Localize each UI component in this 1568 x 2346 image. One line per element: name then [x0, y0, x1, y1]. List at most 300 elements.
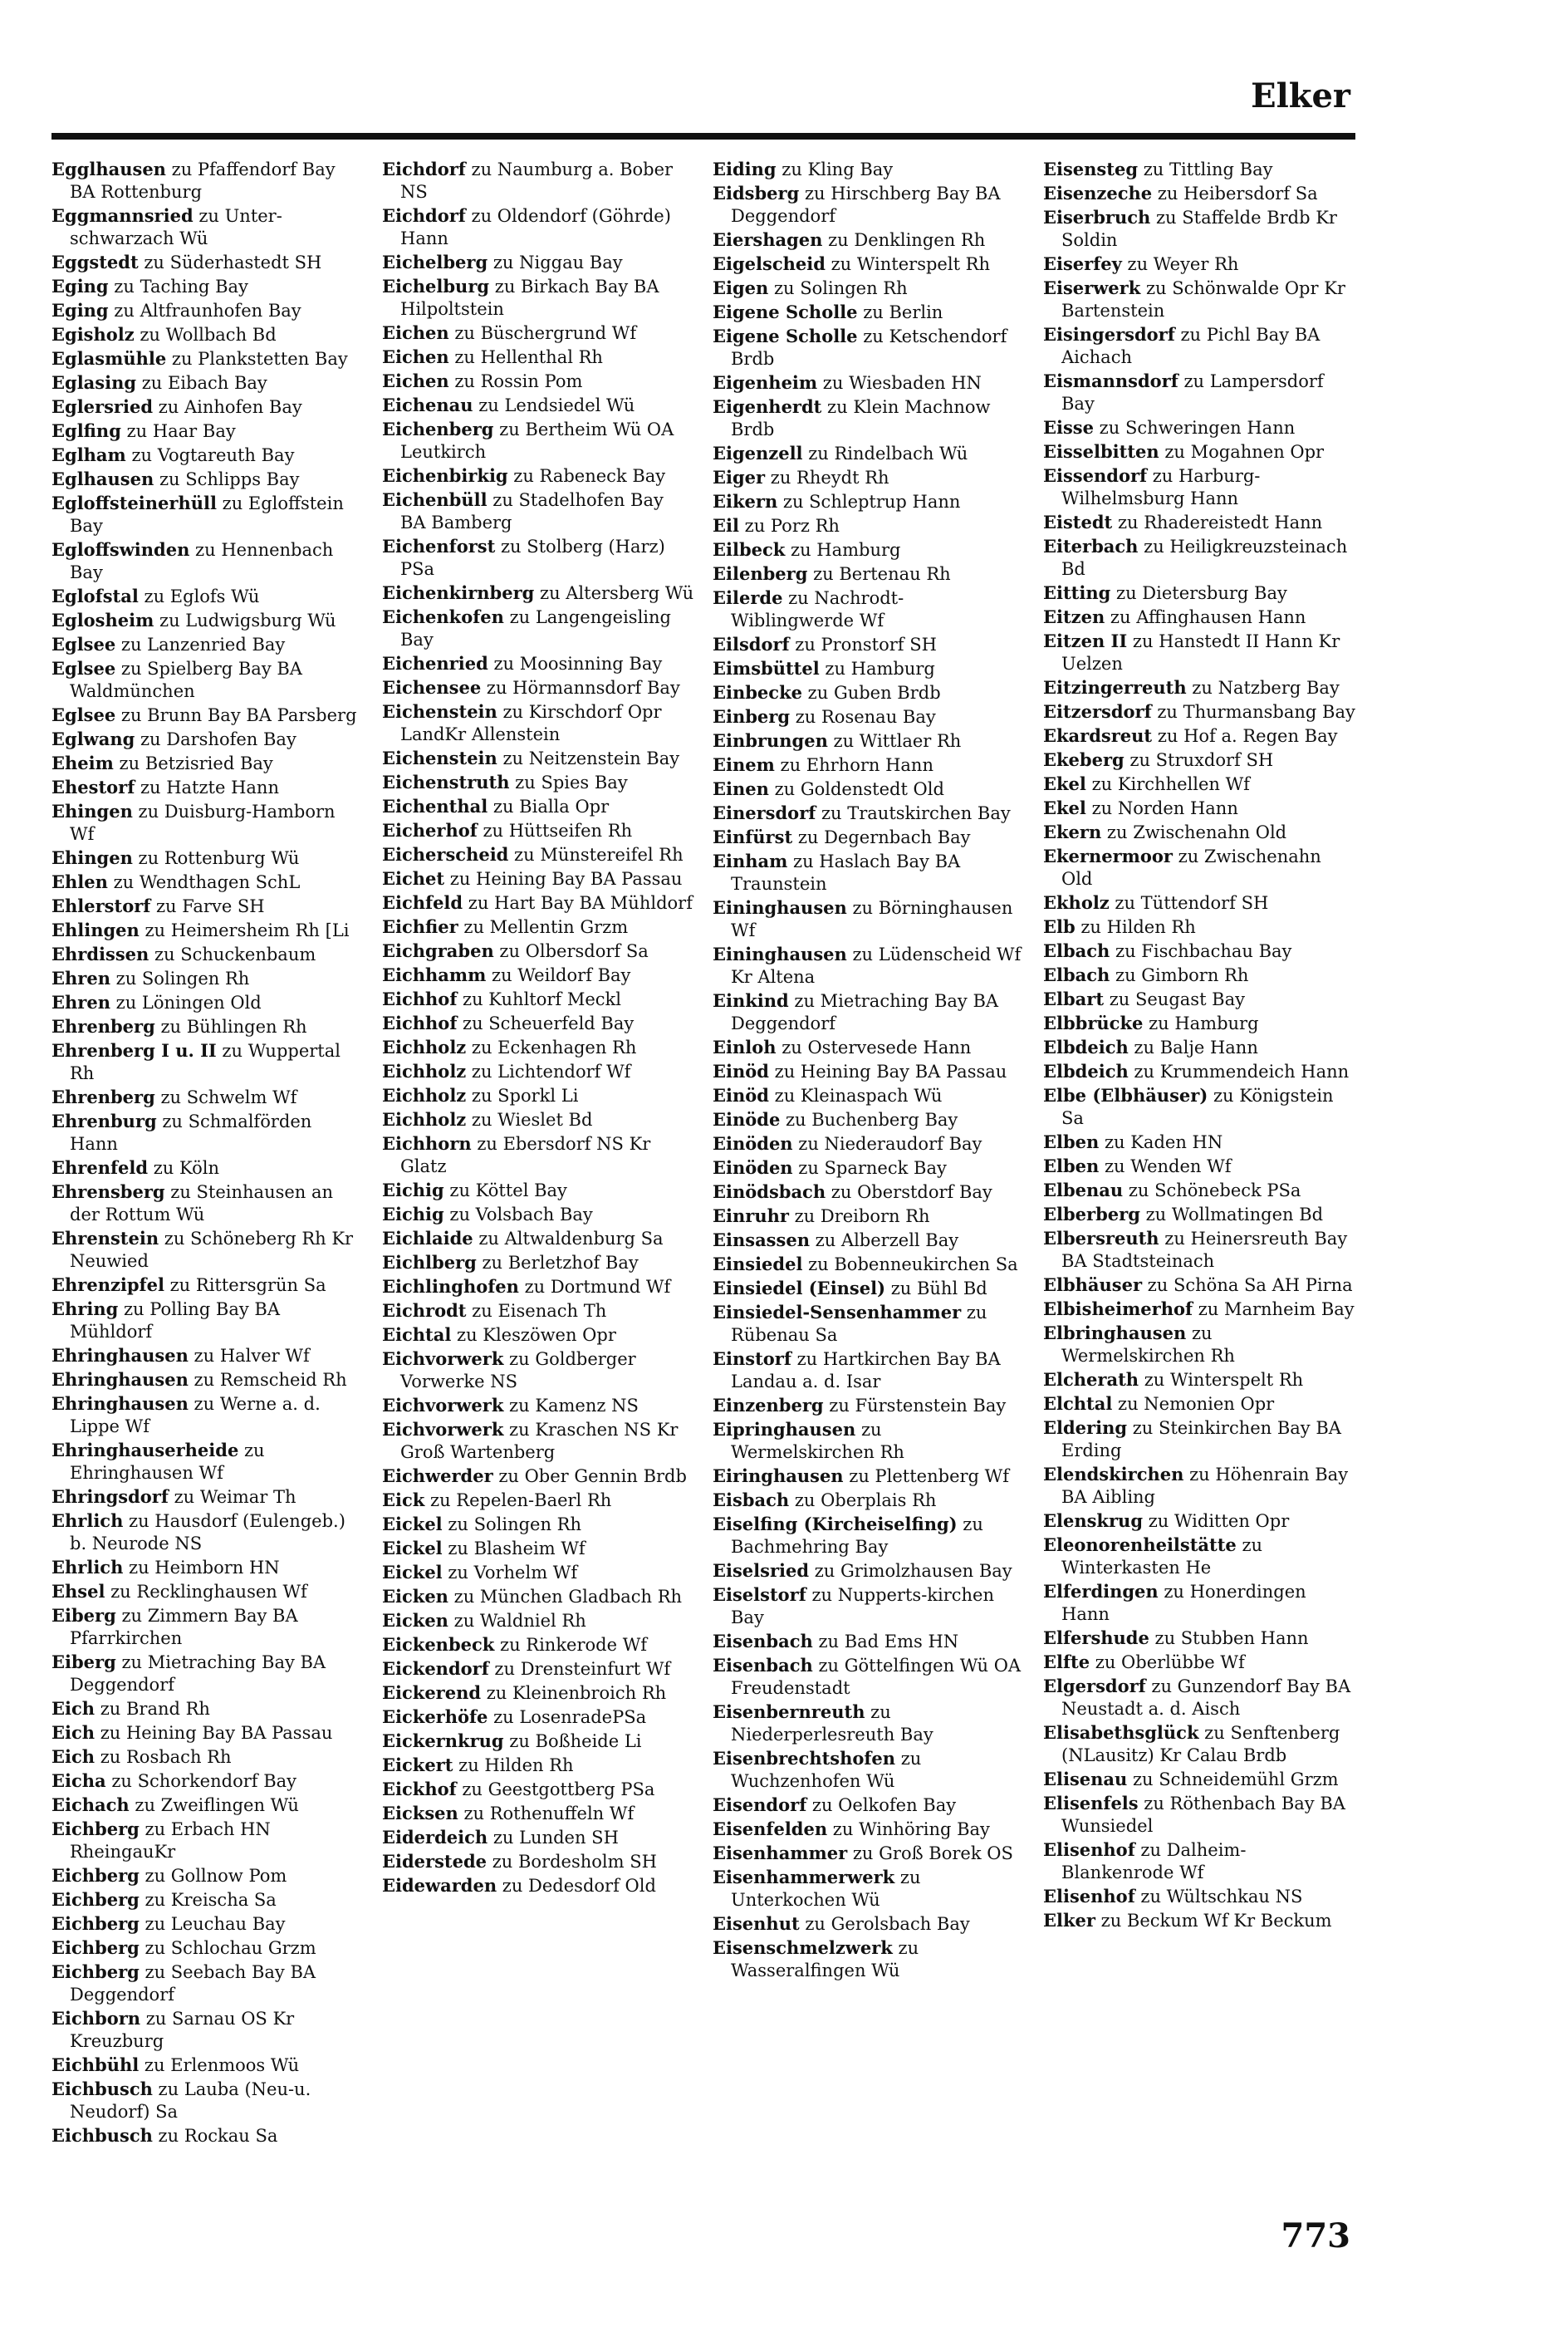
entry-location: zu Wollmatingen Bd [1139, 1205, 1324, 1225]
gazetteer-entry [382, 1299, 694, 1323]
entry-location: zu Haslach Bay BA Traunstein [731, 852, 961, 894]
entry-headword: Eigen [713, 277, 769, 298]
entry-headword: Eglofstal [51, 586, 139, 606]
entry-location: zu Seugast Bay [1104, 989, 1245, 1009]
gazetteer-entry [51, 371, 364, 395]
gazetteer-entry [713, 681, 1025, 704]
gazetteer-entry [1043, 370, 1355, 415]
gazetteer-entry [1043, 1298, 1355, 1321]
gazetteer-entry [51, 1604, 364, 1650]
gazetteer-entry [51, 299, 364, 322]
gazetteer-entry [1043, 1721, 1355, 1767]
entry-location: zu Fischbachau Bay [1110, 941, 1292, 961]
gazetteer-entry [51, 538, 364, 584]
entry-location: zu Köttel Bay [443, 1180, 567, 1200]
gazetteer-entry [51, 1156, 364, 1180]
gazetteer-entry [382, 464, 694, 488]
entry-headword: Eicksen [382, 1803, 458, 1823]
entry-headword: Einbecke [713, 682, 802, 703]
entry-location: zu Krummendeich Hann [1128, 1062, 1350, 1082]
entry-headword: Eickernkrug [382, 1730, 504, 1751]
gazetteer-entry [713, 1229, 1025, 1252]
entry-location: zu Wieslet Bd [466, 1110, 593, 1130]
gazetteer-entry [51, 895, 364, 918]
gazetteer-entry [713, 1630, 1025, 1653]
entry-columns [51, 158, 1355, 2177]
gazetteer-entry [1043, 1416, 1355, 1462]
gazetteer-entry [713, 277, 1025, 300]
entry-headword: Eichrodt [382, 1300, 467, 1321]
entry-location: zu Heimborn HN [123, 1558, 280, 1578]
gazetteer-entry [382, 1513, 694, 1536]
entry-location: zu Eglofs Wü [138, 586, 260, 606]
gazetteer-entry [713, 301, 1025, 324]
gazetteer-entry [382, 535, 694, 581]
gazetteer-entry [713, 1108, 1025, 1131]
entry-location: zu Wiesbaden HN [817, 373, 982, 393]
gazetteer-entry [382, 488, 694, 534]
entry-location: zu Boßheide Li [503, 1731, 642, 1751]
gazetteer-entry [1043, 988, 1355, 1011]
gazetteer-entry [1043, 630, 1355, 675]
entry-location: zu Bertenau Rh [807, 564, 951, 584]
entry-headword: Eichenthal [382, 796, 488, 817]
gazetteer-entry [51, 967, 364, 990]
gazetteer-entry [51, 1697, 364, 1720]
entry-headword: Elisenhof [1043, 1886, 1135, 1907]
gazetteer-entry [51, 1888, 364, 1912]
entry-location: zu Betzisried Bay [113, 753, 273, 773]
gazetteer-entry [713, 896, 1025, 942]
entry-location: zu Hirschberg Bay BA Deggendorf [731, 184, 1001, 226]
gazetteer-entry [713, 729, 1025, 753]
entry-location: zu Ehringhausen Wf [70, 1440, 265, 1483]
entry-headword: Elbdeich [1043, 1037, 1129, 1058]
entry-headword: Eichgraben [382, 940, 494, 961]
gazetteer-entry [51, 204, 364, 250]
entry-headword: Eitzen [1043, 606, 1105, 627]
entry-location: zu Mietraching Bay BA Deggendorf [70, 1652, 326, 1695]
entry-location: zu Plettenberg Wf [843, 1466, 1010, 1486]
entry-headword: Ekern [1043, 822, 1102, 842]
gazetteer-entry [382, 1323, 694, 1347]
gazetteer-entry [713, 1559, 1025, 1583]
gazetteer-entry [382, 1132, 694, 1178]
gazetteer-entry [51, 1485, 364, 1509]
entry-location: zu Affinghausen Hann [1105, 607, 1306, 627]
entry-headword: Ehrenzipfel [51, 1274, 164, 1295]
entry-location: zu Schorkendorf Bay [105, 1771, 297, 1791]
gazetteer-entry [51, 1344, 364, 1367]
entry-headword: Ehrenstein [51, 1228, 159, 1249]
entry-location: zu Börninghausen Wf [731, 898, 1013, 940]
entry-location: zu Winhöring Bay [827, 1819, 990, 1839]
entry-location: zu Wermelskirchen Rh [1061, 1323, 1235, 1366]
gazetteer-entry [382, 795, 694, 818]
gazetteer-entry [51, 871, 364, 894]
gazetteer-entry [382, 275, 694, 321]
entry-location: zu Schönwalde Opr Kr Bartenstein [1061, 278, 1345, 321]
entry-location: zu Kamenz NS [503, 1396, 639, 1416]
gazetteer-entry [713, 1465, 1025, 1488]
entry-headword: Eisenhammer [713, 1843, 848, 1863]
entry-location: zu Rhadereistedt Hann [1112, 513, 1323, 533]
entry-location: zu Hart Bay BA Mühldorf [463, 893, 693, 913]
entry-headword: Eichelberg [382, 252, 488, 272]
entry-headword: Eichberg [51, 1937, 140, 1958]
gazetteer-entry [51, 1227, 364, 1273]
entry-location: zu Zwischenahn Old [1061, 847, 1321, 889]
gazetteer-entry [713, 253, 1025, 276]
gazetteer-entry [382, 1585, 694, 1608]
gazetteer-entry [51, 1086, 364, 1109]
gazetteer-entry [713, 753, 1025, 777]
entry-location: zu Süderhastedt SH [138, 253, 322, 272]
entry-headword: Ekardsreut [1043, 725, 1153, 746]
gazetteer-entry [382, 1802, 694, 1825]
entry-location: zu Gunzendorf Bay BA Neustadt a. d. Aisch [1061, 1676, 1351, 1719]
gazetteer-entry [382, 370, 694, 393]
entry-location: zu LosenradePSa [488, 1707, 647, 1727]
gazetteer-entry [1043, 1322, 1355, 1367]
entry-headword: Eissendorf [1043, 465, 1148, 486]
gazetteer-entry [713, 1394, 1025, 1417]
gazetteer-entry [713, 778, 1025, 801]
entry-headword: Eicha [51, 1770, 106, 1791]
gazetteer-entry [51, 704, 364, 727]
entry-headword: Eging [51, 276, 109, 297]
gazetteer-entry [382, 1227, 694, 1250]
entry-headword: Eicken [382, 1610, 448, 1631]
entry-location: zu Honerdingen Hann [1061, 1582, 1306, 1624]
gazetteer-entry [382, 1108, 694, 1131]
gazetteer-entry [51, 776, 364, 799]
entry-location: zu Spies Bay [509, 773, 628, 793]
gazetteer-entry [382, 418, 694, 464]
entry-location: zu Gimborn Rh [1110, 965, 1249, 985]
entry-headword: Eickenbeck [382, 1634, 495, 1655]
entry-location: zu Denklingen Rh [822, 230, 986, 250]
gazetteer-entry [713, 1156, 1025, 1180]
gazetteer-entry [382, 843, 694, 866]
entry-headword: Einen [713, 778, 769, 799]
gazetteer-entry [382, 1754, 694, 1777]
entry-location: zu Wittlaer Rh [827, 731, 962, 751]
entry-location: zu Sarnau OS Kr Kreuzburg [70, 2009, 295, 2051]
entry-headword: Egglhausen [51, 159, 166, 179]
entry-headword: Eichbühl [51, 2054, 140, 2075]
entry-headword: Ehrlich [51, 1557, 124, 1578]
entry-headword: Eichenbirkig [382, 465, 508, 486]
entry-headword: Eichelburg [382, 276, 490, 297]
entry-location: zu Scheuerfeld Bay [457, 1013, 635, 1033]
entry-location: zu Heining Bay BA Passau [768, 1062, 1007, 1082]
entry-headword: Einfürst [713, 827, 793, 847]
entry-location: zu Rinkerode Wf [494, 1635, 648, 1655]
entry-location: zu Oberstdorf Bay [826, 1182, 992, 1202]
gazetteer-entry [713, 562, 1025, 586]
entry-location: zu Lendsiedel Wü [473, 395, 635, 415]
gazetteer-entry [51, 1015, 364, 1038]
gazetteer-entry [382, 1465, 694, 1488]
entry-location: zu Porz Rh [738, 516, 840, 536]
entry-headword: Eichhamm [382, 964, 487, 985]
gazetteer-entry [1043, 1203, 1355, 1226]
entry-location: zu Sporkl Li [466, 1086, 579, 1106]
entry-location: zu Ketschendorf Brdb [731, 326, 1007, 369]
entry-location: zu Wuchzenhofen Wü [731, 1749, 922, 1791]
gazetteer-entry [713, 1132, 1025, 1156]
entry-location: zu Kraschen NS Kr Groß Wartenberg [400, 1420, 679, 1462]
gazetteer-entry [51, 657, 364, 703]
entry-location: zu Waldniel Rh [448, 1611, 586, 1631]
entry-location: zu Guben Brdb [802, 683, 941, 703]
entry-headword: Eigelscheid [713, 253, 826, 274]
entry-headword: Eichenberg [382, 419, 494, 439]
entry-location: zu Groß Borek OS [847, 1843, 1013, 1863]
gazetteer-entry [382, 1418, 694, 1464]
gazetteer-entry [51, 251, 364, 274]
entry-headword: Elbenau [1043, 1180, 1124, 1200]
gazetteer-entry [382, 676, 694, 699]
entry-headword: Eich [51, 1746, 96, 1767]
gazetteer-entry [382, 771, 694, 794]
entry-location: zu Rossin Pom [448, 371, 583, 391]
entry-location: zu Volsbach Bay [443, 1205, 593, 1225]
gazetteer-entry [51, 2007, 364, 2053]
entry-headword: Einersdorf [713, 802, 816, 823]
gazetteer-entry [1043, 1885, 1355, 1908]
entry-headword: Einzenberg [713, 1395, 824, 1416]
entry-headword: Einkind [713, 990, 789, 1011]
entry-headword: Eich [51, 1698, 96, 1719]
entry-headword: Eickert [382, 1755, 453, 1775]
entry-headword: Eglosheim [51, 610, 154, 631]
gazetteer-entry [51, 1912, 364, 1936]
entry-location: zu Struxdorf SH [1124, 750, 1274, 770]
entry-location: zu Gollnow Pom [139, 1866, 287, 1886]
gazetteer-entry [713, 850, 1025, 896]
entry-headword: Eickel [382, 1538, 443, 1558]
gazetteer-entry [51, 609, 364, 632]
entry-headword: Eigene Scholle [713, 326, 858, 346]
gazetteer-entry [713, 943, 1025, 989]
gazetteer-entry [51, 633, 364, 656]
entry-headword: Einham [713, 851, 788, 871]
entry-location: zu Hausdorf (Eulengeb.) b. Neurode NS [70, 1511, 345, 1553]
gazetteer-entry [382, 891, 694, 915]
entry-location: zu Seebach Bay BA Deggendorf [70, 1962, 316, 2005]
gazetteer-entry [1043, 182, 1355, 205]
entry-headword: Ehringhausen [51, 1369, 189, 1390]
entry-headword: Eichberg [51, 1818, 140, 1839]
gazetteer-entry [1043, 1179, 1355, 1202]
entry-location: zu Naumburg a. Bober NS [400, 160, 674, 202]
entry-location: zu Lauba (Neu-u. Neudorf) Sa [70, 2079, 311, 2122]
entry-headword: Eisbach [713, 1490, 790, 1510]
entry-location: zu Dietersburg Bay [1110, 583, 1287, 603]
gazetteer-entry [713, 158, 1025, 181]
entry-location: zu Altersberg Wü [534, 583, 694, 603]
entry-headword: Elbbrücke [1043, 1013, 1144, 1033]
entry-location: zu Schmalförden Hann [70, 1112, 312, 1154]
entry-location: zu Hartkirchen Bay BA Landau a. d. Isar [731, 1349, 1001, 1391]
gazetteer-entry [1043, 1060, 1355, 1083]
entry-location: zu Münstereifel Rh [508, 845, 684, 865]
entry-headword: Ehrenburg [51, 1111, 157, 1131]
gazetteer-entry [51, 991, 364, 1014]
gazetteer-entry [51, 1110, 364, 1156]
entry-location: zu Tittling Bay [1138, 160, 1273, 179]
entry-headword: Eistedt [1043, 512, 1113, 533]
entry-headword: Eisenbach [713, 1631, 813, 1652]
entry-location: zu Birkach Bay BA Hilpoltstein [400, 277, 659, 319]
entry-headword: Eichbusch [51, 2079, 153, 2099]
gazetteer-entry [382, 394, 694, 417]
gazetteer-entry [713, 1583, 1025, 1629]
gazetteer-entry [382, 606, 694, 651]
entry-location: zu Rosenau Bay [790, 707, 936, 727]
gazetteer-entry [382, 700, 694, 746]
gazetteer-entry [51, 1745, 364, 1769]
entry-location: zu Lüdenscheid Wf Kr Altena [731, 945, 1022, 987]
gazetteer-entry [713, 182, 1025, 228]
gazetteer-entry [51, 444, 364, 467]
entry-location: zu Schwelm Wf [154, 1087, 297, 1107]
entry-location: zu Höhenrain Bay BA Aibling [1061, 1465, 1349, 1507]
entry-headword: Eichensee [382, 677, 482, 698]
gazetteer-entry [1043, 748, 1355, 772]
entry-headword: Eisenbrechtshofen [713, 1748, 896, 1769]
column-1 [51, 158, 364, 2177]
gazetteer-entry [382, 1347, 694, 1393]
entry-location: zu Unterkochen Wü [731, 1867, 921, 1910]
gazetteer-entry [382, 819, 694, 842]
gazetteer-entry [382, 1084, 694, 1107]
entry-headword: Ehingen [51, 847, 133, 868]
gazetteer-entry [1043, 1227, 1355, 1273]
gazetteer-entry [713, 1253, 1025, 1276]
entry-location: zu Kirschdorf Opr LandKr Allenstein [400, 702, 662, 744]
entry-location: zu Ober Gennin Brdb [492, 1466, 687, 1486]
entry-headword: Elker [1043, 1910, 1095, 1931]
entry-headword: Einberg [713, 706, 791, 727]
entry-headword: Einem [713, 754, 775, 775]
entry-location: zu Kleinaspach Wü [768, 1086, 943, 1106]
entry-headword: Eitzersdorf [1043, 701, 1152, 722]
gazetteer-entry [382, 158, 694, 204]
entry-location: zu Hatzte Hann [135, 778, 279, 798]
gazetteer-entry [51, 943, 364, 966]
gazetteer-entry [382, 1826, 694, 1849]
entry-headword: Elcherath [1043, 1369, 1139, 1390]
entry-headword: Eickerend [382, 1682, 482, 1703]
entry-headword: Eichdorf [382, 205, 466, 226]
entry-location: zu Wollbach Bd [134, 325, 277, 345]
gazetteer-entry [1043, 1084, 1355, 1130]
gazetteer-entry [382, 1874, 694, 1897]
gazetteer-entry [713, 1205, 1025, 1228]
entry-location: zu Grimolzhausen Bay [809, 1561, 1012, 1581]
gazetteer-entry [1043, 277, 1355, 322]
entry-headword: Eheim [51, 753, 114, 773]
entry-location: zu Solingen Rh [768, 278, 908, 298]
entry-headword: Ehringhauserheide [51, 1440, 239, 1460]
entry-headword: Eil [713, 515, 739, 536]
entry-location: zu Nachrodt-Wiblingwerde Wf [731, 588, 904, 631]
entry-headword: Eisse [1043, 417, 1094, 438]
gazetteer-entry [713, 1794, 1025, 1817]
entry-location: zu Bialla Opr [488, 797, 610, 817]
entry-headword: Eichig [382, 1180, 444, 1200]
entry-headword: Eisselbitten [1043, 441, 1159, 462]
entry-location: zu Taching Bay [108, 277, 248, 297]
entry-headword: Einbrungen [713, 730, 828, 751]
gazetteer-entry [713, 989, 1025, 1035]
gazetteer-entry [713, 1180, 1025, 1204]
entry-headword: Ehren [51, 992, 110, 1013]
entry-headword: Eisenhammerwerk [713, 1867, 895, 1887]
entry-headword: Eichenforst [382, 536, 496, 557]
entry-location: zu Balje Hann [1128, 1038, 1258, 1058]
entry-location: zu Hüttseifen Rh [477, 821, 633, 841]
gazetteer-entry [51, 1556, 364, 1579]
entry-location: zu Ebersdorf NS Kr Glatz [400, 1134, 651, 1176]
gazetteer-entry [51, 468, 364, 491]
column-3 [713, 158, 1025, 2177]
entry-location: zu Bühlingen Rh [154, 1017, 307, 1037]
entry-headword: Ehlingen [51, 920, 140, 940]
entry-location: zu Haar Bay [120, 421, 236, 441]
entry-location: zu Dedesdorf Old [497, 1876, 656, 1896]
gazetteer-entry [1043, 797, 1355, 820]
gazetteer-entry [382, 1036, 694, 1059]
entry-headword: Eitzingerreuth [1043, 677, 1187, 698]
gazetteer-entry [51, 585, 364, 608]
entry-headword: Eigenzell [713, 443, 803, 464]
entry-location: zu Widitten Opr [1143, 1511, 1290, 1531]
entry-location: zu Altfraunhofen Bay [108, 301, 301, 321]
entry-location: zu Wendthagen SchL [107, 872, 301, 892]
entry-headword: Eiringhausen [713, 1465, 844, 1486]
entry-location: zu Steinhausen an der Rottum Wü [70, 1182, 334, 1225]
gazetteer-entry [382, 1012, 694, 1035]
entry-headword: Eipringhausen [713, 1419, 856, 1440]
entry-headword: Ekernermoor [1043, 846, 1173, 866]
entry-headword: Ehrenberg [51, 1016, 155, 1037]
entry-location: zu Lanzenried Bay [115, 635, 286, 655]
entry-headword: Eichwerder [382, 1465, 493, 1486]
entry-headword: Elbhäuser [1043, 1274, 1143, 1295]
entry-location: zu Rübenau Sa [731, 1303, 987, 1345]
entry-location: zu Kleinenbroich Rh [481, 1683, 667, 1703]
entry-location: zu Geestgottberg PSa [456, 1779, 655, 1799]
entry-headword: Eigenherdt [713, 396, 822, 417]
entry-headword: Eichberg [51, 1889, 140, 1910]
entry-location: zu Hof a. Regen Bay [1152, 726, 1338, 746]
entry-headword: Einstorf [713, 1348, 791, 1369]
entry-headword: Einöden [713, 1133, 793, 1154]
gazetteer-entry [382, 867, 694, 891]
entry-headword: Elisenau [1043, 1769, 1128, 1789]
entry-headword: Eichvorwerk [382, 1348, 504, 1369]
entry-location: zu Degernbach Bay [792, 827, 971, 847]
entry-headword: Eggmannsried [51, 205, 194, 226]
entry-headword: Eichenkofen [382, 606, 504, 627]
entry-headword: Eichenbüll [382, 489, 488, 510]
gazetteer-entry [51, 2124, 364, 2147]
entry-headword: Eglsee [51, 634, 116, 655]
